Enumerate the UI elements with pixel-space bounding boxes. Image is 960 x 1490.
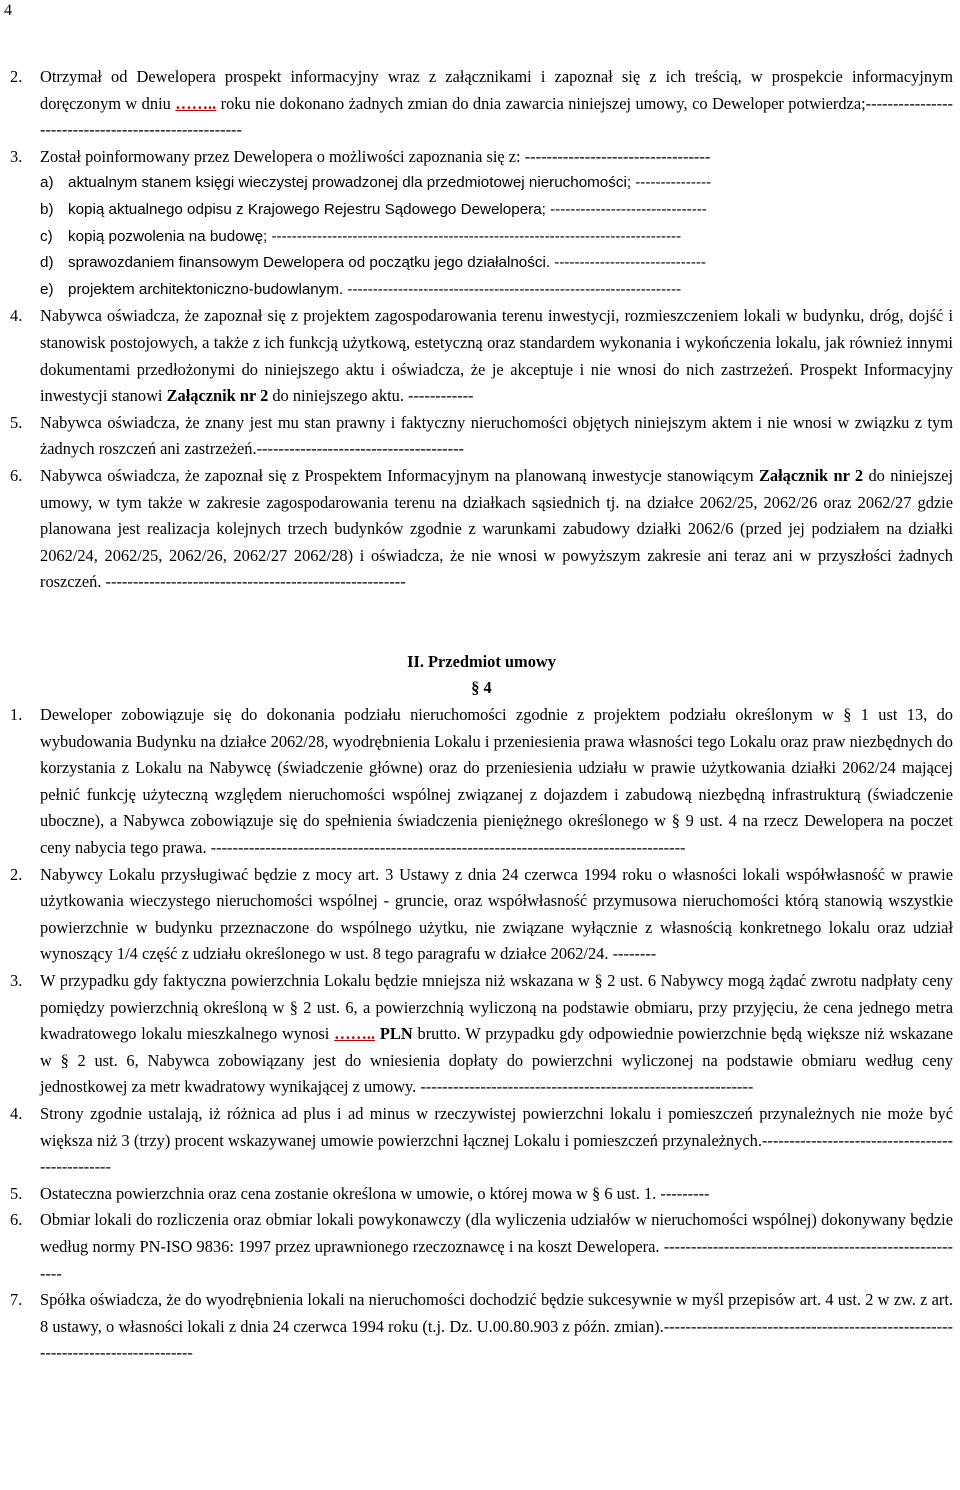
attachment-reference: Załącznik nr 2	[166, 386, 269, 406]
clause-text-part: Otrzymał od Dewelopera prospekt informacyjny wraz z załącznikami i zapoznał się z ich treścią, w prospekcie informacyjnym doręczonym w dniu	[40, 67, 953, 113]
date-blank: ……..	[175, 93, 217, 113]
clause-text: Strony zgodnie ustalają, iż różnica ad plus i ad minus w rzeczywistej powierzchni lokalu i pomieszczeń przynależnych nie może być większa niż 3 (trzy) procent wskazywanej umowie powierzchni łącznej Lokalu i pomieszczeń przynależnych.------------------------------------------------	[40, 1103, 953, 1177]
clause-2	[10, 64, 953, 144]
clause-text-part: Nabywca oświadcza, że zapoznał się z projektem zagospodarowania terenu inwestycji, rozmieszczeniem lokali w budynku, dróg, dojść i stanowisk postojowych, a także z ich funkcją użytkową, estetyczną oraz standardem wykonania i wykończenia lokalu, jak również innymi dokumentami przedłożonymi do niniejszego aktu i oświadcza, że je akceptuje i nie wnosi do nich zastrzeżeń. Prospekt Informacyjny inwestycji stanowi	[40, 306, 953, 406]
subitem-c	[10, 224, 953, 251]
subitem-text: kopią aktualnego odpisu z Krajowego Rejestru Sądowego Dewelopera; -------------------------------	[68, 200, 707, 218]
section-clause-7	[10, 1287, 953, 1367]
spacer	[10, 596, 953, 649]
clause-text-part: roku nie dokonano żadnych zmian do dnia zawarcia niniejszej umowy, co Deweloper potwierdza;-----------------------------------------------------	[40, 93, 953, 140]
clause-number: 5.	[10, 1183, 23, 1203]
clause-text: Spółka oświadcza, że do wyodrębnienia lokali na nieruchomości dochodzić będzie sukcesywnie w myśl przepisów art. 4 ust. 2 w zw. z art. 8 ustawy, o własności lokali z dnia 24 czerwca 1994 roku (t.j. Dz. U.00.80.903 z późn. zmian).---------------------------------------------------------------------------------	[40, 1290, 953, 1363]
clause-text: Nabywca oświadcza, że znany jest mu stan prawny i faktyczny nieruchomości objętych niniejszym aktem i nie wnosi w związku z tym żadnych roszczeń ani zastrzeżeń.--------------------------------------	[40, 412, 953, 459]
clause-text-part: Nabywca oświadcza, że zapoznał się z Prospektem Informacyjnym na planowaną inwestycje stanowiącym	[40, 465, 759, 485]
subitem-letter: b)	[40, 200, 54, 218]
clause-text: Ostateczna powierzchnia oraz cena zostanie określona w umowie, o której mowa w § 6 ust. 1. ---------	[40, 1183, 710, 1203]
section-clause-2	[10, 862, 953, 968]
clause-text: Nabywcy Lokalu przysługiwać będzie z mocy art. 3 Ustawy z dnia 24 czerwca 1994 roku o własności lokali współwłasność w prawie użytkowania wieczystego nieruchomości wspólnej - gruncie, oraz współwłasność przymusowa nieruchomości którą stanowią wszystkie powierzchnie w budynku przeznaczone do wspólnego użytku, nie związane wyłącznie z własnością konkretnego lokalu oraz udział wynoszący 1/4 część z udziału określonego w ust. 8 tego paragrafu w działce 2062/24. --------	[40, 864, 953, 964]
clause-text	[40, 303, 953, 409]
subitem-text: kopią pozwolenia na budowę; ---------------------------------------------------------------------------------	[68, 227, 682, 245]
clause-number: 3.	[10, 971, 23, 990]
clause-5	[10, 410, 953, 463]
clause-number: 1.	[10, 705, 23, 725]
clause-text	[40, 64, 953, 144]
clause-number: 7.	[10, 1290, 23, 1310]
clause-number: 2.	[10, 864, 23, 884]
subitem-text: aktualnym stanem księgi wieczystej prowadzonej dla przedmiotowej nieruchomości; ---------------	[68, 174, 712, 192]
clause-number: 4.	[10, 1103, 23, 1123]
clause-number: 4.	[10, 306, 23, 326]
section-clause-1	[10, 702, 953, 862]
clause-text: Obmiar lokali do rozliczenia oraz obmiar lokali powykonawczy (dla wyliczenia udziałów w nieruchomości wspólnej) dokonywany będzie według normy PN-ISO 9836: 1997 przez uprawnionego rzeczoznawcę i na koszt Dewelopera. ---------------------------------------------------------	[40, 1210, 953, 1283]
clause-number: 5.	[10, 412, 23, 432]
section-clause-6	[10, 1207, 953, 1287]
price-blank: ……..	[334, 1024, 376, 1044]
section-clause-5	[10, 1181, 953, 1208]
clause-number: 6.	[10, 1210, 23, 1230]
clause-text: Deweloper zobowiązuje się do dokonania podziału nieruchomości zgodnie z projektem podziału określonym w § 1 ust 13, do wybudowania Budynku na działce 2062/28, wyodrębnienia Lokalu i przeniesienia prawa własności tego Lokalu oraz praw niezbędnych do korzystania z Lokalu na Nabywcę (świadczenie główne) oraz do przeniesienia udziału w prawie użytkowania działki 2062/24 mającej pełnić funkcję użyteczną względem nieruchomości wspólnej związanej z dojazdem i zabudową niezbędną infrastrukturą (świadczenie uboczne), a Nabywca zobowiązuje się do spełnienia świadczenia pieniężnego określonego w § 9 ust. 4 na rzecz Dewelopera na poczet ceny nabycia tego prawa. ---------------------------------------------------------------------------------------	[40, 705, 953, 858]
subitem-text: projektem architektoniczno-budowlanym. ------------------------------------------------------------------	[68, 280, 682, 298]
subitem-e	[10, 277, 953, 304]
clause-text	[40, 463, 953, 596]
subitem-a	[10, 170, 953, 197]
clause-6	[10, 463, 953, 596]
section-clause-3	[10, 968, 953, 1101]
paragraph-number: § 4	[471, 678, 492, 698]
subitem-b	[10, 197, 953, 224]
clause-number: 6.	[10, 465, 23, 485]
clause-text-part: do niniejszej umowy, w tym także w zakresie zagospodarowania terenu na działkach sąsiednich tj. na działce 2062/25, 2062/26 oraz 2062/27 gdzie planowana jest realizacja kolejnych trzech budynków zgodnie z warunkami zabudowy działki 2062/6 (przed jej podziałem na działki 2062/24, 2062/25, 2062/26, 2062/27 2062/28) i oświadcza, że nie wnosi w powyższym zakresie ani teraz ani w przyszłości żadnych roszczeń. -------------------------------------------------------	[40, 465, 953, 592]
clause-text-part: brutto. W przypadku gdy odpowiednie powierzchnie będą większe niż wskazane w § 2 ust. 6, Nabywca zobowiązany jest do wniesienia dopłaty do powierzchni wyliczonej na podstawie obmiaru według ceny jednostkowej za metr kwadratowy wynikającej z umowy. -------------------------------------------------------------	[40, 1024, 953, 1097]
document-body	[10, 64, 953, 1367]
clause-text	[40, 968, 953, 1101]
page-number: 4	[4, 2, 12, 19]
clause-4	[10, 303, 953, 409]
clause-text: Został poinformowany przez Dewelopera o możliwości zapoznania się z: ----------------------------------	[40, 146, 711, 166]
attachment-reference: Załącznik nr 2	[758, 465, 864, 485]
clause-number: 3.	[10, 146, 23, 166]
section-clause-4	[10, 1101, 953, 1181]
currency-label: PLN	[375, 1024, 413, 1044]
subitem-text: sprawozdaniem finansowym Dewelopera od początku jego działalności. ------------------------------	[68, 254, 706, 272]
subitem-letter: c)	[40, 227, 53, 245]
subitem-d	[10, 250, 953, 277]
clause-number: 2.	[10, 67, 23, 86]
subitem-letter: e)	[40, 280, 54, 298]
clause-text-part: W przypadku gdy faktyczna powierzchnia Lokalu będzie mniejsza niż wskazana w § 2 ust. 6 Nabywcy mogą żądać zwrotu nadpłaty ceny pomiędzy powierzchnią określoną w § 2 ust. 6, a powierzchnią wyliczoną na podstawie obmiaru, przy przyjęciu, że cena jednego metra kwadratowego lokalu mieszkalnego wynosi	[40, 971, 953, 1044]
subitem-letter: a)	[40, 174, 54, 192]
clause-3	[10, 144, 953, 171]
subitem-letter: d)	[40, 254, 54, 272]
section-title: II. Przedmiot umowy	[407, 651, 556, 671]
clause-text-part: do niniejszego aktu. ------------	[268, 386, 474, 406]
